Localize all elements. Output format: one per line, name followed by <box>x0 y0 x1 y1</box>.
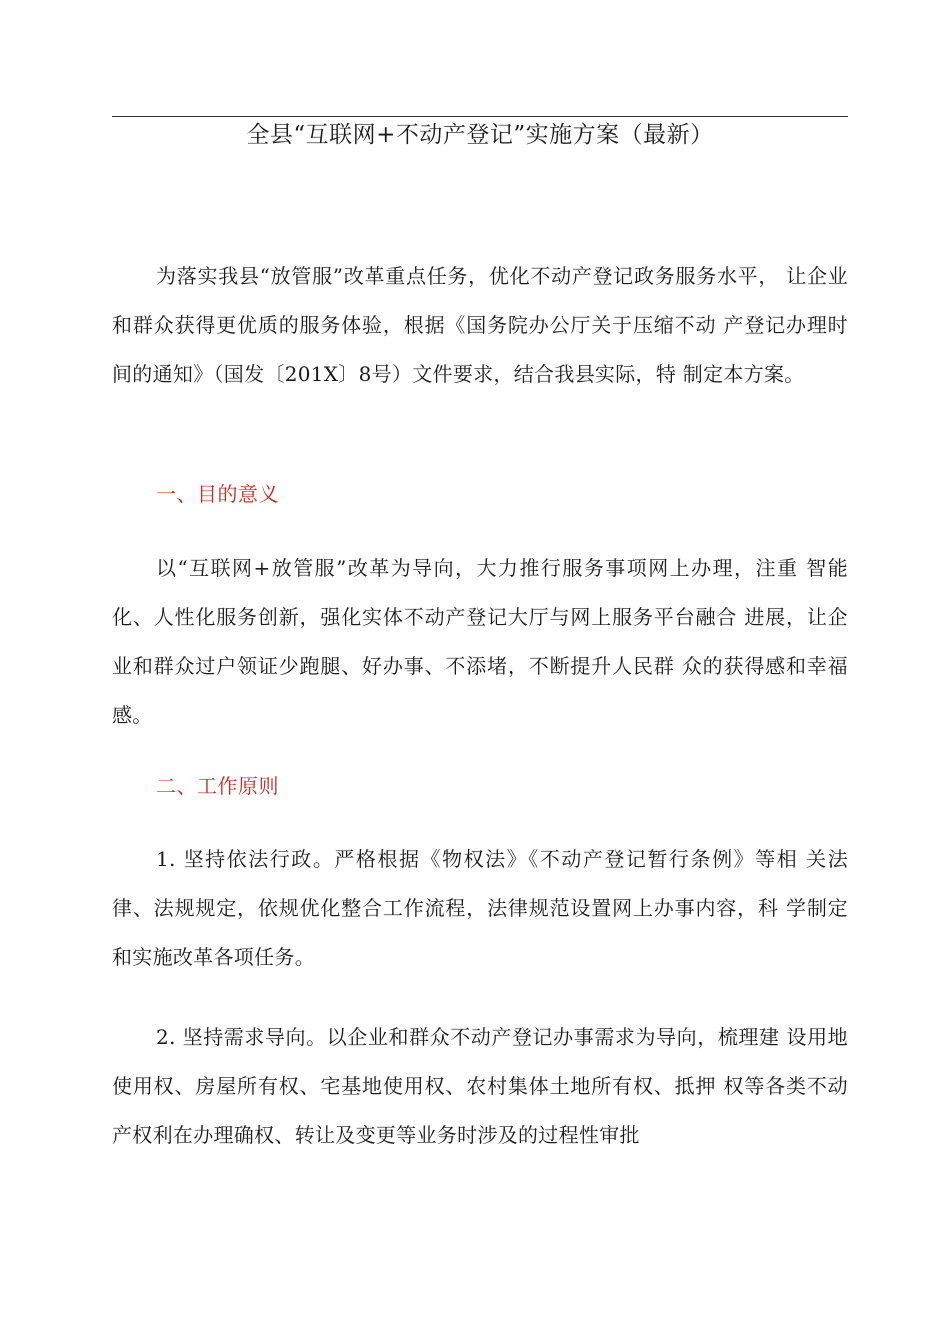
header-rule <box>112 116 848 117</box>
section-heading-principles: 二、工作原则 <box>156 774 279 798</box>
document-title: 全县“互联网+不动产登记”实施方案（最新） <box>246 122 714 148</box>
paragraph-principle-2: 2. 坚持需求导向。以企业和群众不动产登记办事需求为导向，梳理建 设用地使用权、房屋所有权、宅基地使用权、农村集体土地所有权、抵押 权等各类不动产权利在办理确权、转让及变更等业务时涉及的过程性审批 <box>112 1025 848 1147</box>
paragraph-intro: 为落实我县“放管服”改革重点任务，优化不动产登记政务服务水平， 让企业和群众获得更优质的服务体验，根据《国务院办公厅关于压缩不动 产登记办理时间的通知》（国发〔201X〕8号）文件要求，结合我县实际，特 制定本方案。 <box>112 264 848 386</box>
section-heading-purpose: 一、目的意义 <box>156 482 279 506</box>
paragraph-purpose: 以“互联网+放管服”改革为导向，大力推行服务事项网上办理，注重 智能化、人性化服务创新，强化实体不动产登记大厅与网上服务平台融合 进展，让企业和群众过户领证少跑腿、好办事、不添堵，不断提升人民群 众的获得感和幸福感。 <box>112 556 848 727</box>
paragraph-principle-1: 1. 坚持依法行政。严格根据《物权法》《不动产登记暂行条例》等相 关法律、法规规定，依规优化整合工作流程，法律规范设置网上办事内容，科 学制定和实施改革各项任务。 <box>112 847 848 969</box>
